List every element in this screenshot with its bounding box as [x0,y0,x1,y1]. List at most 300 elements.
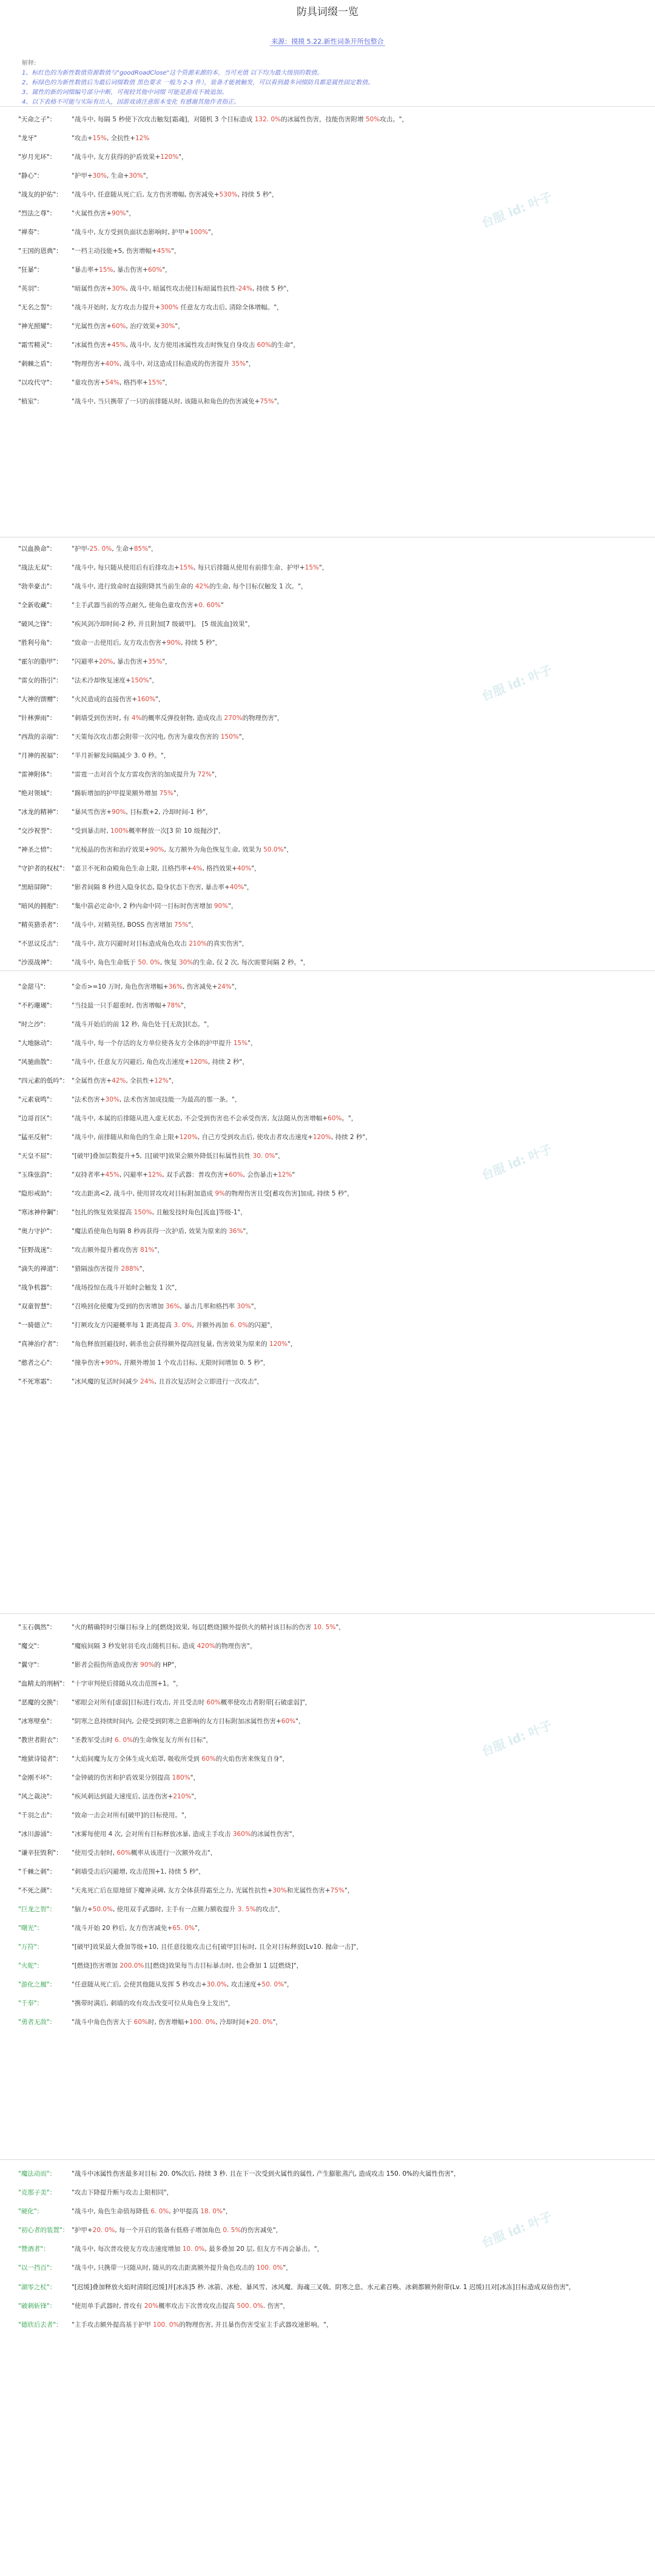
affix-effect: "全属性伤害+42%, 全抗性+12%"， [72,1077,178,1085]
affix-effect: "战斗中, 任意随从死亡后, 友方伤害增幅, 伤害减免+530%, 持续 5 秒"， [72,191,278,198]
affix-effect: "冰风魔的复活时间减少 24%, 且首次复活时会立即进行一次攻击"， [72,1378,264,1385]
affix-row [0,1919,655,1938]
affix-row [0,298,655,317]
affix-name: "金甜马"： [18,983,50,990]
affix-effect: "致命一击使用后, 友方攻击伤害+90%, 持续 5 秒"， [72,639,222,647]
affix-name: "勇者无敌"： [18,2019,56,2026]
affix-name: "英羽"： [18,285,44,292]
affix-effect: "阴寒之息持续时间内, 会使受到阴寒之息影响的友方目标附加冰属性伤害+60%"， [72,1718,305,1725]
affix-effect: "一档主动技能+5, 伤害增幅+45%"， [72,247,181,255]
affix-row [0,615,655,634]
affix-effect: "战斗中, 当只携带了一只的前排随从时, 该随从和角色的伤害减免+75%"， [72,398,284,405]
affix-name: "憨者之心"： [18,1359,56,1367]
affix-row [0,1015,655,1034]
affix-name: "风之裁决"： [18,1793,56,1800]
notes-title: 解释: [22,60,36,67]
affix-row [0,1957,655,1976]
affix-effect: "使用单手武器时, 普攻有 20%概率攻击下次普攻攻击提高 500. 0%. 伤害"， [72,2302,289,2310]
notes-block [22,59,628,107]
affix-effect: "魔法盾使角色每隔 8 秒再获得一次护盾, 效果为原来的 36%"， [72,1228,252,1235]
affix-row [0,559,655,577]
affix-effect: "刺墙受到伤害时, 有 4%的概率反弹投射物, 造成攻击 270%的物理伤害"， [72,715,284,722]
affix-name: "黑暗屏障"： [18,884,56,891]
affix-row [0,1316,655,1335]
affix-name: "西敌的亲端"： [18,733,62,741]
affix-row [0,242,655,261]
affix-row [0,1994,655,2013]
affix-row [0,392,655,411]
affix-effect: "攻击+15%, 全抗性+12% [72,135,150,142]
affix-row [0,1637,655,1656]
affix-row [0,1618,655,1637]
affix-row [0,1109,655,1128]
affix-row [0,1279,655,1297]
affix-effect: "大焰间魔为友方全体生成火焰罩, 吸收所受到 60%的火焰伤害来恢复自身"， [72,1755,289,1763]
watermark: 台服 id: 叶子 [479,1717,554,1760]
affix-name: "大地脉动"： [18,1040,56,1047]
affix-effect: "冰雾每使用 4 次, 会对所有目标释放冰暴, 造成主手攻击 360%的冰属性伤害"， [72,1831,299,1838]
affix-row [0,1769,655,1787]
affix-name: "谦辛狂毁利"： [18,1849,62,1857]
affix-row [0,1203,655,1222]
affix-effect: "脑力+50.0%, 使用双手武器时, 主手有一点额力额收提升 3. 5%的攻击"， [72,1906,284,1913]
affix-name: "勃幸豪击"： [18,583,56,590]
affix-effect: "物理伤害+40%, 战斗中, 对这造成目标造成的伤害提升 35%"， [72,360,255,368]
affix-effect: "疾风剑冷却时间-2 秒, 并且附加[7 级破甲]。 [5 级流血]效果"， [72,620,254,628]
affix-row [0,859,655,878]
affix-name: "德欣后去者"： [18,2321,62,2329]
affix-row [0,2184,655,2202]
affix-effect: "火的精确特时引爆目标身上的[燃烧]效果, 每层[燃烧]额外提供火的精衬该目标的伤害 10. 5%"， [72,1624,345,1631]
affix-name: "四元素的低吟"： [18,1077,69,1085]
affix-effect: "暴击率+15%, 暴击伤害+60%"， [72,266,172,274]
affix-name: "血精太的刑柄"： [18,1680,69,1687]
affix-row [0,2013,655,2032]
affix-name: "烈法之尊"： [18,210,56,217]
affix-row [0,336,655,355]
affix-name: "沙漠战神"： [18,959,56,966]
affix-row [0,596,655,615]
affix-row [0,1241,655,1260]
affix-section-2 [0,540,655,972]
affix-row [0,1354,655,1373]
affix-name: "双童智慧"： [18,1303,56,1310]
affix-name: "不死寒霜"： [18,1378,56,1385]
affix-effect: "疾风刺达到最大速度后, 法连伤害+210%"， [72,1793,201,1800]
affix-row [0,167,655,186]
affix-name: "破刺斩锋"： [18,2302,56,2310]
affix-row [0,1185,655,1203]
affix-effect: "法术伤害+30%, 法术伤害加成技能一为最高的那一条。"， [72,1096,241,1103]
affix-name: "月神的祝福"： [18,752,62,759]
divider [0,1613,655,1614]
affix-name: "恶魔的交换"： [18,1699,62,1706]
affix-row [0,2240,655,2259]
affix-name: "战争机器"： [18,1284,56,1291]
affix-effect: "使用受击射时, 60%概率从该进行一次额外攻击"， [72,1849,217,1857]
affix-effect: "闪避率+20%, 暴击伤害+35%"， [72,658,172,665]
affix-row [0,709,655,728]
affix-name: "龙牙" [18,135,37,142]
affix-effect: "影者间隔 8 秒进入隐身状态, 隐身状态下伤害, 暴击率+40%"， [72,884,254,891]
affix-effect: "刺墙受击后闪避增, 攻击范围+1, 持续 5 秒"， [72,1868,205,1875]
affix-row [0,1712,655,1731]
affix-effect: "嘉卫不死和奋殿角色生命上限, 且格挡率+4%, 格挡效果+40%"， [72,865,261,872]
affix-name: "一骑德立"： [18,1322,56,1329]
affix-effect: "战斗开始 20 秒后, 友方伤害减免+65. 0%"， [72,1925,204,1932]
affix-name: "金刚不坏"： [18,1774,56,1781]
affix-row [0,1787,655,1806]
affix-name: "湖零之杖"： [18,2284,56,2291]
affix-name: "火舵"： [18,1962,44,1969]
affix-name: "破风之锋"： [18,620,56,628]
affix-name: "万符"： [18,1943,44,1951]
affix-effect: "半月祈解发间隔减少 3. 0 秒。"， [72,752,170,759]
affix-row [0,223,655,242]
affix-effect: "战斗中, 任意友方闪避后, 角色攻击速度+120%, 持续 2 秒"， [72,1058,249,1066]
affix-effect: "邪眼会对所有[虚弱]目标进行攻击, 并且受击时 60%概率使攻击者附带[石破虚弱]"， [72,1699,312,1706]
affix-row [0,2202,655,2221]
affix-effect: "冰属性伤害+45%, 战斗中, 友方使用冰属性攻击时恢复自身攻击 60%的生命"， [72,341,300,349]
affix-row [0,2221,655,2240]
affix-row [0,261,655,280]
affix-effect: "影者会损伤所造成伤害 90%的 HP"， [72,1661,181,1669]
note-line: 1、标红色的为新性数值资源数值与"goodRoadClose"这个资源来源的本，当可充值 以下均为最大级别的数值。 [22,70,323,76]
affix-name: "冰川游涌"： [18,1831,56,1838]
affix-name: "植室"： [18,398,44,405]
affix-name: "千棘之刺"： [18,1868,56,1875]
affix-name: "霍尔的脂甲"： [18,658,62,665]
affix-effect: "撞拳伤害+90%, 并额外增加 1 个攻击目标, 无限时间增加 0. 5 秒"， [72,1359,270,1367]
affix-effect: "战斗中冰属性伤害最多对目标 20. 0%次后, 持续 3 秒. 且在下一次受到火属性的属性, 产生膨胀蒸汽, 造成攻击 150. 0%的火属性伤害"， [72,2170,460,2177]
note-line: 3、属性的新的词缀编号部分中断，可视较其他中词缀 可能是游戏不被追加。 [22,89,228,96]
affix-name: "雷女的指引"： [18,677,62,684]
affix-row [0,1806,655,1825]
affix-effect: "包扎的恢复效果提高 150%, 且触发技时角色[流血]等级-1"， [72,1209,247,1216]
affix-name: "隐形戒助"： [18,1190,56,1197]
affix-name: "胜利号角"： [18,639,56,647]
affix-effect: "攻击下降提升断与攻击上限相同"， [72,2189,173,2196]
divider [0,2159,655,2160]
affix-row [0,1844,655,1863]
affix-effect: "主手攻击额外提高基于护甲 100. 0%的物理伤害, 并且暴伤伤害受室主手武器攻速影响。"， [72,2321,333,2329]
affix-row [0,1128,655,1147]
affix-row [0,1373,655,1391]
affix-effect: "战斗开始时, 友方攻击力提升+300% 任意友方攻击后, 清除全体增幅。"， [72,304,283,311]
divider [0,970,655,971]
affix-name: "天皇不屈"： [18,1152,56,1160]
affix-name: "寒冰神仲鋼"： [18,1209,62,1216]
affix-effect: "法术冷却恢复速度+150%"， [72,677,159,684]
affix-effect: "[燃烧]伤害增加 200.0%且[燃烧]效果每当击目标暴击时, 也会叠加 1 层[燃烧]"， [72,1962,303,1969]
affix-name: "千奉"： [18,2000,44,2007]
affix-row [0,1656,655,1675]
affix-name: "千羽之击"： [18,1812,56,1819]
affix-effect: "攻击额外提升蓄攻伤害 81%"， [72,1246,164,1254]
affix-name: "真神治疗者"： [18,1340,62,1348]
affix-effect: "战斗中, 友方获得的护盾效果+120%"， [72,153,188,161]
affix-effect: "天策每次攻击都会附带一次闪电, 伤害为童攻伤害的 150%"， [72,733,249,741]
page-title: 防具词缀一览 [297,6,358,18]
affix-effect: "主手武器当前的等点耐久, 使角色童攻伤害+0. 60%" [72,602,224,609]
affix-effect: "战斗中, 每一个存活的友方单位使各友方全体的护甲提升 15%"， [72,1040,257,1047]
affix-name: "以血换命"： [18,545,56,553]
affix-effect: "[破甲]叠加层数提升+5, 且[破甲]效果会额外降低目标属性抗性 30. 0%"， [72,1152,284,1160]
affix-effect: "战斗中角色伤害大于 60%时, 伤害增幅+100. 0%, 冷却时间+20. 0%"， [72,2019,282,2026]
affix-name: "初心者的装置"： [18,2227,69,2234]
affix-row [0,1072,655,1091]
affix-name: "绝对领域"： [18,790,56,797]
affix-effect: "战斗中, 敌方闪避时对目标造成角色攻击 210%的真实伤害"， [72,940,249,947]
affix-row [0,1053,655,1072]
affix-name: "玉珠弦韵"： [18,1171,56,1179]
affix-name: "静心"： [18,172,44,180]
watermark: 台服 id: 叶子 [479,189,554,231]
affix-effect: "打厥攻友方闪避概率每 1 距离提高 3. 0%, 并额外再加 6. 0%的闪避"， [72,1322,277,1329]
affix-row [0,978,655,997]
affix-name: "翼守"： [18,1661,44,1669]
affix-effect: "雷霆一击对首个友方雷攻伤害的加成提升为 72%"， [72,771,221,778]
affix-effect: "携带时满后, 刺墙的攻有攻击改变可位从角色身上发出"， [72,2000,235,2007]
affix-row [0,280,655,298]
affix-name: "曙光"： [18,1925,44,1932]
affix-row [0,186,655,204]
affix-name: "不朽珊瑚"： [18,1002,56,1009]
affix-name: "交沙祝誉"： [18,827,56,835]
affix-effect: "护甲+30%, 生命+30%"， [72,172,153,180]
affix-effect: "战斗中, 每次普攻使友方攻击速度增加 10. 0%, 最多叠加 20 层, 但友方不再会暴击。"， [72,2245,324,2253]
affix-effect: "双持者率+45%, 闪避率+12%, 双手武器：普攻伤害+60%, 会伤暴击+12%" [72,1171,295,1179]
affix-effect: "魔痕间隔 3 秒发射羽毛攻击随机目标, 造成 420%的物理伤害"， [72,1643,257,1650]
affix-name: "魔交"： [18,1643,44,1650]
affix-effect: "战斗中, 进行致命时直接附降其当前生命的 42%的生命, 每个目标仅触发 1 次。"， [72,583,307,590]
affix-row [0,953,655,972]
affix-effect: "光属性伤害+60%, 治疗效果+30%"， [72,323,184,330]
affix-row [0,671,655,690]
affix-name: "玉石偶然"： [18,1624,56,1631]
affix-effect: "任意随从死亡后, 会使其他随从发挥 5 秒攻击+30.0%, 攻击速度+50. 0%"， [72,1981,294,1988]
affix-row [0,1034,655,1053]
affix-name: "天命之子"： [18,116,56,123]
affix-row [0,765,655,784]
affix-row [0,653,655,671]
source-link[interactable]: 来源：摸摸 5.22.新性词条开所包整合 [271,38,384,45]
affix-row [0,1222,655,1241]
affix-row [0,841,655,859]
affix-name: "风驰曲散"： [18,1058,56,1066]
affix-effect: "受到暴击时, 100%概率释放一次[3 阶 10 级抛沙]"， [72,827,225,835]
affix-effect: "[破甲]效果最大叠加等级+10, 且任意技能攻击已有[破甲]目标时, 且全对目标释放[Lv10. 抛命一击]"， [72,1943,363,1951]
affix-name: "刺棘之盾"： [18,360,56,368]
affix-row [0,577,655,596]
affix-effect: "攻击距离<2, 战斗中, 使用冒攻攻对目标附加造成 9%的物理伤害且受[蓄攻伤害]加成, 持续 5 秒"， [72,1190,354,1197]
affix-row [0,1938,655,1957]
affix-effect: "暴风雪伤害+90%, 目标数+2, 冷却时间-1 秒"， [72,809,212,816]
source-line [0,36,655,46]
affix-effect: "天兆死亡后在原地留下魔神灵碑, 友方全体获得霜至之力, 光属性抗性+30%和光属性伤害+75%"， [72,1887,354,1894]
affix-name: "时之沙"： [18,1021,50,1028]
affix-name: "冰寒壁垒"： [18,1718,56,1725]
affix-row [0,2259,655,2278]
affix-section-green [0,1900,655,2032]
affix-row [0,204,655,223]
affix-name: "巨龙之智"： [18,1906,56,1913]
affix-effect: "当技最一只手超重时, 伤害增幅+78%"， [72,1002,190,1009]
affix-name: "战法无双"： [18,564,56,571]
affix-row [0,2297,655,2316]
affix-effect: "集中箭必定命中, 2 秒内命中同一目标时伤害增加 90%"， [72,903,238,910]
affix-row [0,747,655,765]
affix-name: "地狱诗镜者"： [18,1755,62,1763]
watermark: 台服 id: 叶子 [479,1141,554,1183]
affix-name: "猛巫反射"： [18,1134,56,1141]
affix-row [0,355,655,374]
affix-effect: "圣教军受击时 6. 0%的生命恢复友方所有目标"， [72,1737,213,1744]
affix-name: "冰龙的精神"： [18,809,62,816]
affix-row [0,822,655,841]
affix-effect: "暗属性伤害+30%, 战斗中, 暗属性攻击使目标暗属性抗性-24%, 持续 5 秒"， [72,285,293,292]
affix-row [0,2278,655,2297]
watermark: 台服 id: 叶子 [479,662,554,704]
affix-name: "雷神附体"： [18,771,56,778]
affix-name: "赞酒者"： [18,2245,50,2253]
affix-row [0,1335,655,1354]
affix-effect: "护甲+20. 0%, 每一个开启的装备有低格子增加角色 0. 5%的伤害减免"， [72,2227,283,2234]
affix-name: "狂野战迷"： [18,1246,56,1254]
affix-section-4 [0,1618,655,1900]
affix-row [0,935,655,953]
affix-name: "全新收藏"： [18,602,56,609]
affix-name: "神光照耀"： [18,323,56,330]
affix-row [0,110,655,129]
affix-row [0,317,655,336]
affix-row [0,878,655,897]
affix-effect: "战斗中, 角色生命值每降低 6. 0%, 护甲提高 18. 0%"， [72,2208,232,2215]
note-line: 4、以下表格不可能与实际有出入，因游戏请注意版本变化 有感谢其他作者指正。 [22,99,240,106]
affix-name: "滴失的禅道"： [18,1265,62,1273]
affix-row [0,1900,655,1919]
affix-name: "以攻代守"： [18,379,56,386]
affix-row [0,897,655,916]
affix-row [0,1166,655,1185]
affix-row [0,784,655,803]
affix-effect: "战斗中, 每隔 5 秒使下次攻击触发[霜魂]，对随机 3 个目标造成 132. 0%的冰属性伤害，技能伤害附增 50%攻击。"， [72,116,409,123]
affix-name: "精英猎杀者"： [18,921,62,929]
affix-name: "游化之履"： [18,1981,56,1988]
affix-name: "战友的护佑"： [18,191,62,198]
affix-effect: "火属性伤害+90%"， [72,210,135,217]
affix-row [0,374,655,392]
affix-name: "硬化"： [18,2208,44,2215]
affix-row [0,1882,655,1900]
affix-row [0,1976,655,1994]
affix-effect: "召唤回化使魔为受到的伤害增加 36%, 暴击几率和格挡率 30%"， [72,1303,261,1310]
affix-name: "王国的恩典"： [18,247,62,255]
affix-effect: "光棱晶的伤害和治疗效果+90%, 友方额外为角色恢复生命, 效果为 50.0%"， [72,846,293,853]
affix-section-green-2 [0,2164,655,2335]
affix-effect: "金钟破的伤害和护盾效果分别提高 180%"， [72,1774,200,1781]
affix-effect: "[迟缓]叠加释放火焰时清除[迟缓]并[冰冻]5 秒. 冰箭、冰枪、暴风雪、冰风魔、海魂三叉戟、阴寒之息、水元素召唤、冰刺都额外附带(Lv. 1 迟缓)且对[冰冻]目标造成双倍伤害"， [72,2284,576,2291]
affix-effect: "金币>=10 万时, 角色伤害增幅+36%, 伤害减免+24%"， [72,983,241,990]
affix-effect: "护甲-25. 0%, 生命+85%"， [72,545,158,553]
affix-row [0,2164,655,2184]
affix-row [0,1693,655,1712]
affix-row [0,634,655,653]
affix-section-1 [0,110,655,411]
affix-effect: "战斗中, 每只随从使用后有后排攻击+15%, 每只后排随从使用有前排生命、护甲+15%"， [72,564,329,571]
affix-name: "魔法动而"： [18,2170,56,2177]
affix-effect: "十字审判使后排随从攻击范围+1。"， [72,1680,183,1687]
affix-name: "霜雪精灵"： [18,341,56,349]
affix-name: "奥力守护"： [18,1228,56,1235]
affix-name: "狂暴"： [18,266,44,274]
affix-row [0,1091,655,1109]
affix-row [0,1750,655,1769]
affix-row [0,1863,655,1882]
affix-row [0,1675,655,1693]
affix-name: "不思议反击"： [18,940,62,947]
affix-name: "神圣之愤"： [18,846,56,853]
affix-section-3 [0,978,655,1391]
affix-row [0,1825,655,1844]
affix-row [0,1297,655,1316]
affix-row [0,690,655,709]
note-line: 2、标绿色的为新性数值后为最后词缀数值 黑色要求 一般为 2-3 件），装备才能被触发，可以看到最多词缀防具都是属性固定数值。 [22,79,374,86]
affix-effect: "战斗中, 只携带一只随从时, 随从的攻击距离额外提升角色攻击的 100. 0%"， [72,2264,292,2272]
affix-name: "岁月光环"： [18,153,56,161]
affix-name: "守护者的权杖"： [18,865,69,872]
affix-effect: "猎隔浊伤害提升 288%"， [72,1265,149,1273]
affix-effect: "战斗中, 前排随从和角色的生命上限+120%, 自己方受到攻击后, 使攻击者攻击速度+120%, 持续 2 秒"， [72,1134,372,1141]
affix-row [0,1260,655,1279]
divider [0,106,655,107]
affix-name: "大神的馈赠"： [18,696,62,703]
affix-row [0,1731,655,1750]
watermark: 台服 id: 叶子 [479,2208,554,2251]
affix-row [0,916,655,935]
affix-effect: "童攻伤害+54%, 格挡率+15%"， [72,379,172,386]
affix-row [0,997,655,1015]
affix-name: "克那子美"： [18,2189,56,2196]
affix-row [0,803,655,822]
affix-effect: "战场投惊在战斗开始时会触发 1 次"， [72,1284,181,1291]
affix-row [0,1147,655,1166]
affix-effect: "战斗中, 本属的后排随从进入虚无状态, 不会受到伤害也不会承受伤害, 友法随从伤害增幅+60%。"， [72,1115,358,1122]
affix-effect: "战斗中, 角色生命低于 50. 0%, 恢复 30%的生命, 仅 2 次, 每次需要间隔 2 秒。"， [72,959,310,966]
affix-name: "教世者附衣"： [18,1737,62,1744]
affix-effect: "角色释放回避技时, 刺杀也会获得额外提高回复量, 伤害效果为原来的 120%"， [72,1340,297,1348]
affix-effect: "战斗中, 友方受到负面状态影响时, 护甲+100%"， [72,229,218,236]
affix-effect: "致命一击会对所有[破甲]的目标使用。"， [72,1812,191,1819]
affix-name: "无名之誓"： [18,304,56,311]
affix-effect: "火民造成的直接伤害+160%"， [72,696,165,703]
affix-row [0,540,655,559]
affix-effect: "战斗开始后的前 12 秒, 角色处于[无敌]状态。"， [72,1021,213,1028]
affix-effect: "战斗中, 对精英怪, BOSS 伤害增加 75%"， [72,921,198,929]
affix-name: "针林弹雨"： [18,715,56,722]
affix-name: "以一挡百"： [18,2264,56,2272]
affix-row [0,2316,655,2335]
affix-name: "不死之颜"： [18,1887,56,1894]
affix-name: "元素衰鸣"： [18,1096,56,1103]
affix-row [0,129,655,148]
affix-name: "暗风的拥抱"： [18,903,62,910]
affix-row [0,148,655,167]
affix-name: "边哥首区"： [18,1115,56,1122]
affix-row [0,728,655,747]
affix-name: "禅奏"： [18,229,44,236]
affix-effect: "踢斩增加的护甲提果额外增加 75%"， [72,790,183,797]
